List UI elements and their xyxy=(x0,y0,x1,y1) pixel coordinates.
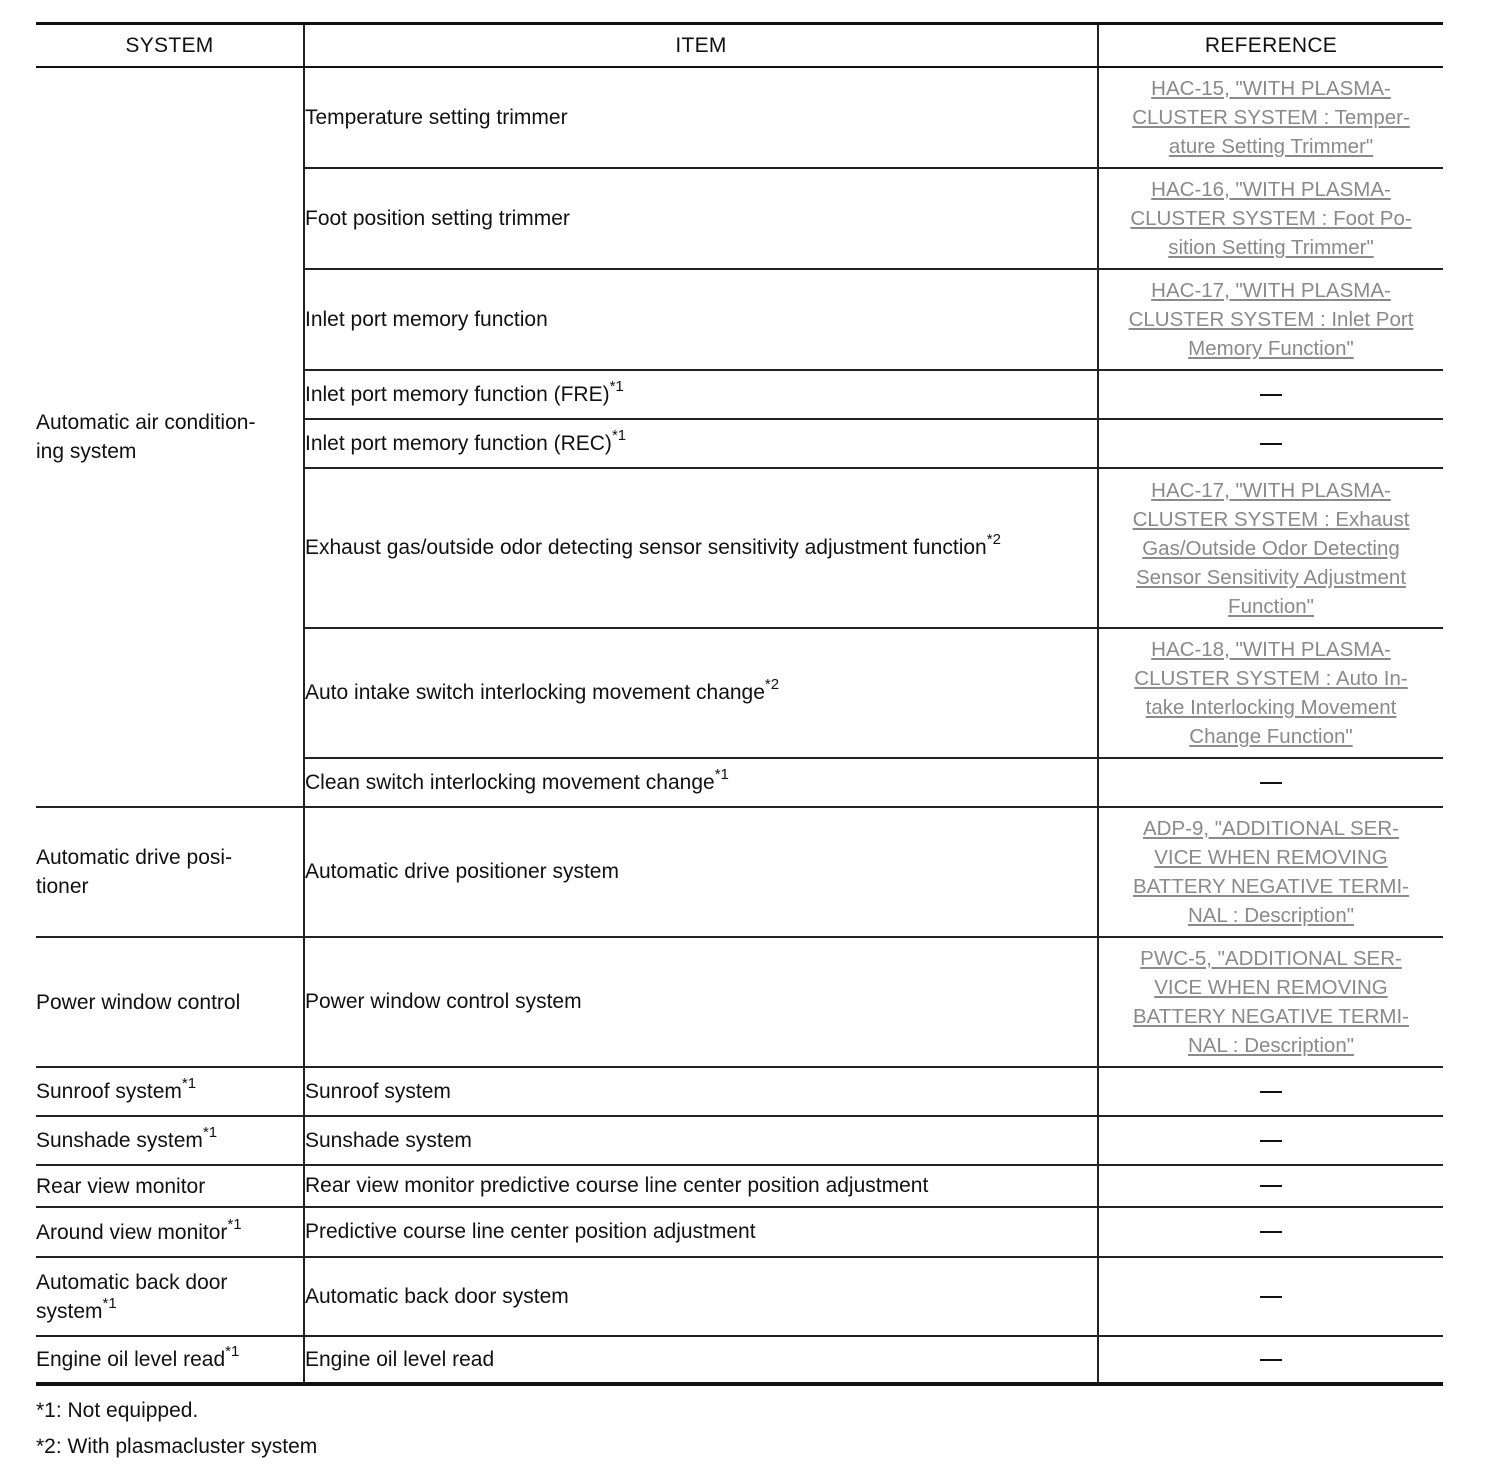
reference-cell xyxy=(1098,1336,1443,1384)
no-reference-dash xyxy=(1260,1359,1282,1361)
system-name-line: ing system xyxy=(36,440,137,463)
item-cell xyxy=(304,67,1098,168)
system-cell xyxy=(36,807,304,937)
system-cell xyxy=(36,1257,304,1336)
table-row xyxy=(36,1116,1443,1165)
system-cell xyxy=(36,67,304,807)
item-name: Inlet port memory function xyxy=(305,307,548,331)
system-name-last xyxy=(36,1294,303,1326)
reference-link-line[interactable]: CLUSTER SYSTEM : Inlet Port xyxy=(1128,308,1414,331)
system-cell xyxy=(36,1207,304,1257)
footnotes xyxy=(36,1393,317,1465)
header-reference: REFERENCE xyxy=(1098,24,1443,68)
item-cell xyxy=(304,807,1098,937)
item-cell xyxy=(304,628,1098,758)
system-name-line: Rear view monitor xyxy=(36,1174,206,1198)
system-name-line: system xyxy=(36,1299,103,1323)
reference-cell xyxy=(1098,419,1443,468)
system-name-line: Automatic air condition- xyxy=(36,411,256,434)
reference-cell xyxy=(1098,1067,1443,1116)
system-name-line: Sunroof system xyxy=(36,1080,182,1103)
system-cell xyxy=(36,1116,304,1165)
reference-link-line[interactable]: VICE WHEN REMOVING xyxy=(1154,846,1388,869)
reference-cell xyxy=(1098,269,1443,370)
item-name: Temperature setting trimmer xyxy=(305,105,568,129)
table-row xyxy=(36,1067,1443,1116)
item-cell xyxy=(304,168,1098,269)
item-cell xyxy=(304,1257,1098,1336)
system-name-last xyxy=(36,1077,303,1106)
reference-link-line[interactable]: take Interlocking Movement xyxy=(1145,696,1397,719)
item-name: Sunshade system xyxy=(305,1128,472,1152)
item-cell xyxy=(304,269,1098,370)
system-name-last xyxy=(36,1345,303,1374)
reference-link-line[interactable]: HAC-16, "WITH PLASMA- xyxy=(1151,178,1391,201)
reference-cell xyxy=(1098,168,1443,269)
footnote-marker: *1 xyxy=(202,1124,218,1141)
footnote-2: *2: With plasmacluster system xyxy=(36,1435,318,1458)
system-name-line: Power window control xyxy=(36,990,241,1014)
reference-link-line[interactable]: BATTERY NEGATIVE TERMI- xyxy=(1132,1005,1410,1028)
item-name: Inlet port memory function (REC) xyxy=(305,431,612,455)
item-cell xyxy=(304,937,1098,1067)
item-cell xyxy=(304,370,1098,419)
table-row xyxy=(36,807,1443,937)
reference-cell xyxy=(1098,1257,1443,1336)
item-cell xyxy=(304,1207,1098,1257)
reference-cell xyxy=(1098,1207,1443,1257)
reference-link-line[interactable]: ADP-9, "ADDITIONAL SER- xyxy=(1143,817,1399,840)
reference-link-line[interactable]: Function" xyxy=(1228,594,1314,618)
item-cell xyxy=(304,1067,1098,1116)
reference-link-line[interactable]: ature Setting Trimmer" xyxy=(1168,135,1374,158)
item-cell xyxy=(304,758,1098,807)
item-cell xyxy=(304,1336,1098,1384)
item-cell xyxy=(304,468,1098,628)
reference-link-line[interactable]: HAC-17, "WITH PLASMA- xyxy=(1151,279,1391,302)
footnote-marker: *1 xyxy=(609,377,624,395)
reference-link-line[interactable]: Change Function" xyxy=(1189,725,1353,748)
item-name: Automatic back door system xyxy=(305,1284,569,1308)
table-body xyxy=(36,67,1443,1384)
system-name-line: Automatic drive posi- xyxy=(36,846,233,869)
no-reference-dash xyxy=(1260,1231,1282,1233)
reference-link-line[interactable]: CLUSTER SYSTEM : Temper- xyxy=(1132,106,1410,129)
reference-link-line[interactable]: BATTERY NEGATIVE TERMI- xyxy=(1132,875,1410,898)
reference-cell xyxy=(1098,758,1443,807)
reference-cell xyxy=(1098,370,1443,419)
item-name: Clean switch interlocking movement change xyxy=(305,770,715,794)
reference-link-line[interactable]: HAC-15, "WITH PLASMA- xyxy=(1151,77,1391,100)
item-name: Sunroof system xyxy=(305,1079,451,1103)
item-name: Predictive course line center position adjustment xyxy=(305,1220,756,1243)
system-name-line: Sunshade system xyxy=(36,1129,203,1152)
table-row xyxy=(36,1165,1443,1207)
reference-link-line[interactable]: Gas/Outside Odor Detecting xyxy=(1142,536,1400,560)
footnote-marker: *1 xyxy=(102,1294,117,1312)
reference-link-line[interactable]: VICE WHEN REMOVING xyxy=(1154,976,1388,999)
no-reference-dash xyxy=(1260,1140,1282,1142)
system-cell xyxy=(36,1165,304,1207)
reference-cell xyxy=(1098,468,1443,628)
system-cell xyxy=(36,1336,304,1384)
item-cell xyxy=(304,1116,1098,1165)
item-name: Exhaust gas/outside odor detecting sensor sensitivity adjustment function xyxy=(305,536,987,559)
no-reference-dash xyxy=(1260,394,1282,396)
header-system: SYSTEM xyxy=(36,24,304,68)
reference-link-line[interactable]: HAC-18, "WITH PLASMA- xyxy=(1151,638,1391,661)
system-name-line: Automatic back door xyxy=(36,1270,228,1294)
no-reference-dash xyxy=(1260,1091,1282,1093)
item-name: Engine oil level read xyxy=(305,1347,495,1371)
item-name: Power window control system xyxy=(305,990,582,1013)
table-row xyxy=(36,1207,1443,1257)
table-row xyxy=(36,1336,1443,1384)
system-name-line: Around view monitor xyxy=(36,1220,228,1244)
no-reference-dash xyxy=(1260,1185,1282,1187)
reference-link-line[interactable]: Memory Function" xyxy=(1188,337,1354,360)
footnote-1: *1: Not equipped. xyxy=(36,1399,199,1422)
reference-cell xyxy=(1098,937,1443,1067)
footnote-marker: *1 xyxy=(225,1343,240,1360)
table-row xyxy=(36,67,1443,168)
reference-link-line[interactable]: sition Setting Trimmer" xyxy=(1168,236,1374,259)
footnote-marker: *1 xyxy=(227,1215,242,1233)
item-cell xyxy=(304,1165,1098,1207)
reference-cell xyxy=(1098,807,1443,937)
footnote-marker: *2 xyxy=(986,531,1001,548)
reference-link-line[interactable]: PWC-5, "ADDITIONAL SER- xyxy=(1140,947,1402,970)
footnote-marker: *1 xyxy=(714,765,729,783)
item-cell xyxy=(304,419,1098,468)
reference-link-line[interactable]: NAL : Description" xyxy=(1187,904,1355,927)
footnote-marker: *2 xyxy=(764,676,780,693)
table-row xyxy=(36,1257,1443,1336)
reference-link-line[interactable]: NAL : Description" xyxy=(1187,1034,1355,1057)
no-reference-dash xyxy=(1260,443,1282,445)
adjustment-reference-table xyxy=(36,22,1443,1386)
footnote-marker: *1 xyxy=(611,426,627,444)
table-header-row xyxy=(36,24,1443,68)
reference-cell xyxy=(1098,67,1443,168)
item-name: Rear view monitor predictive course line center position adjustment xyxy=(305,1174,929,1197)
no-reference-dash xyxy=(1260,1296,1282,1298)
reference-link-line[interactable]: CLUSTER SYSTEM : Foot Po- xyxy=(1130,207,1412,230)
system-name-line: Engine oil level read xyxy=(36,1348,226,1371)
item-name: Foot position setting trimmer xyxy=(305,206,570,230)
item-name: Inlet port memory function (FRE) xyxy=(305,382,610,406)
no-reference-dash xyxy=(1260,782,1282,784)
reference-cell xyxy=(1098,1165,1443,1207)
system-name-last xyxy=(36,1126,303,1155)
table-row xyxy=(36,937,1443,1067)
system-cell xyxy=(36,1067,304,1116)
system-name-line: tioner xyxy=(36,875,89,898)
footnote-marker: *1 xyxy=(181,1075,197,1092)
system-cell xyxy=(36,937,304,1067)
reference-cell xyxy=(1098,1116,1443,1165)
reference-link-line[interactable]: HAC-17, "WITH PLASMA- xyxy=(1151,478,1391,502)
system-name-last xyxy=(36,1215,303,1247)
reference-cell xyxy=(1098,628,1443,758)
reference-link-line[interactable]: CLUSTER SYSTEM : Auto In- xyxy=(1134,667,1408,690)
header-item: ITEM xyxy=(304,24,1098,68)
item-name: Automatic drive positioner system xyxy=(305,860,619,883)
reference-link-line[interactable]: Sensor Sensitivity Adjustment xyxy=(1135,565,1407,589)
reference-link-line[interactable]: CLUSTER SYSTEM : Exhaust xyxy=(1132,507,1410,531)
item-name: Auto intake switch interlocking movement change xyxy=(305,681,765,704)
